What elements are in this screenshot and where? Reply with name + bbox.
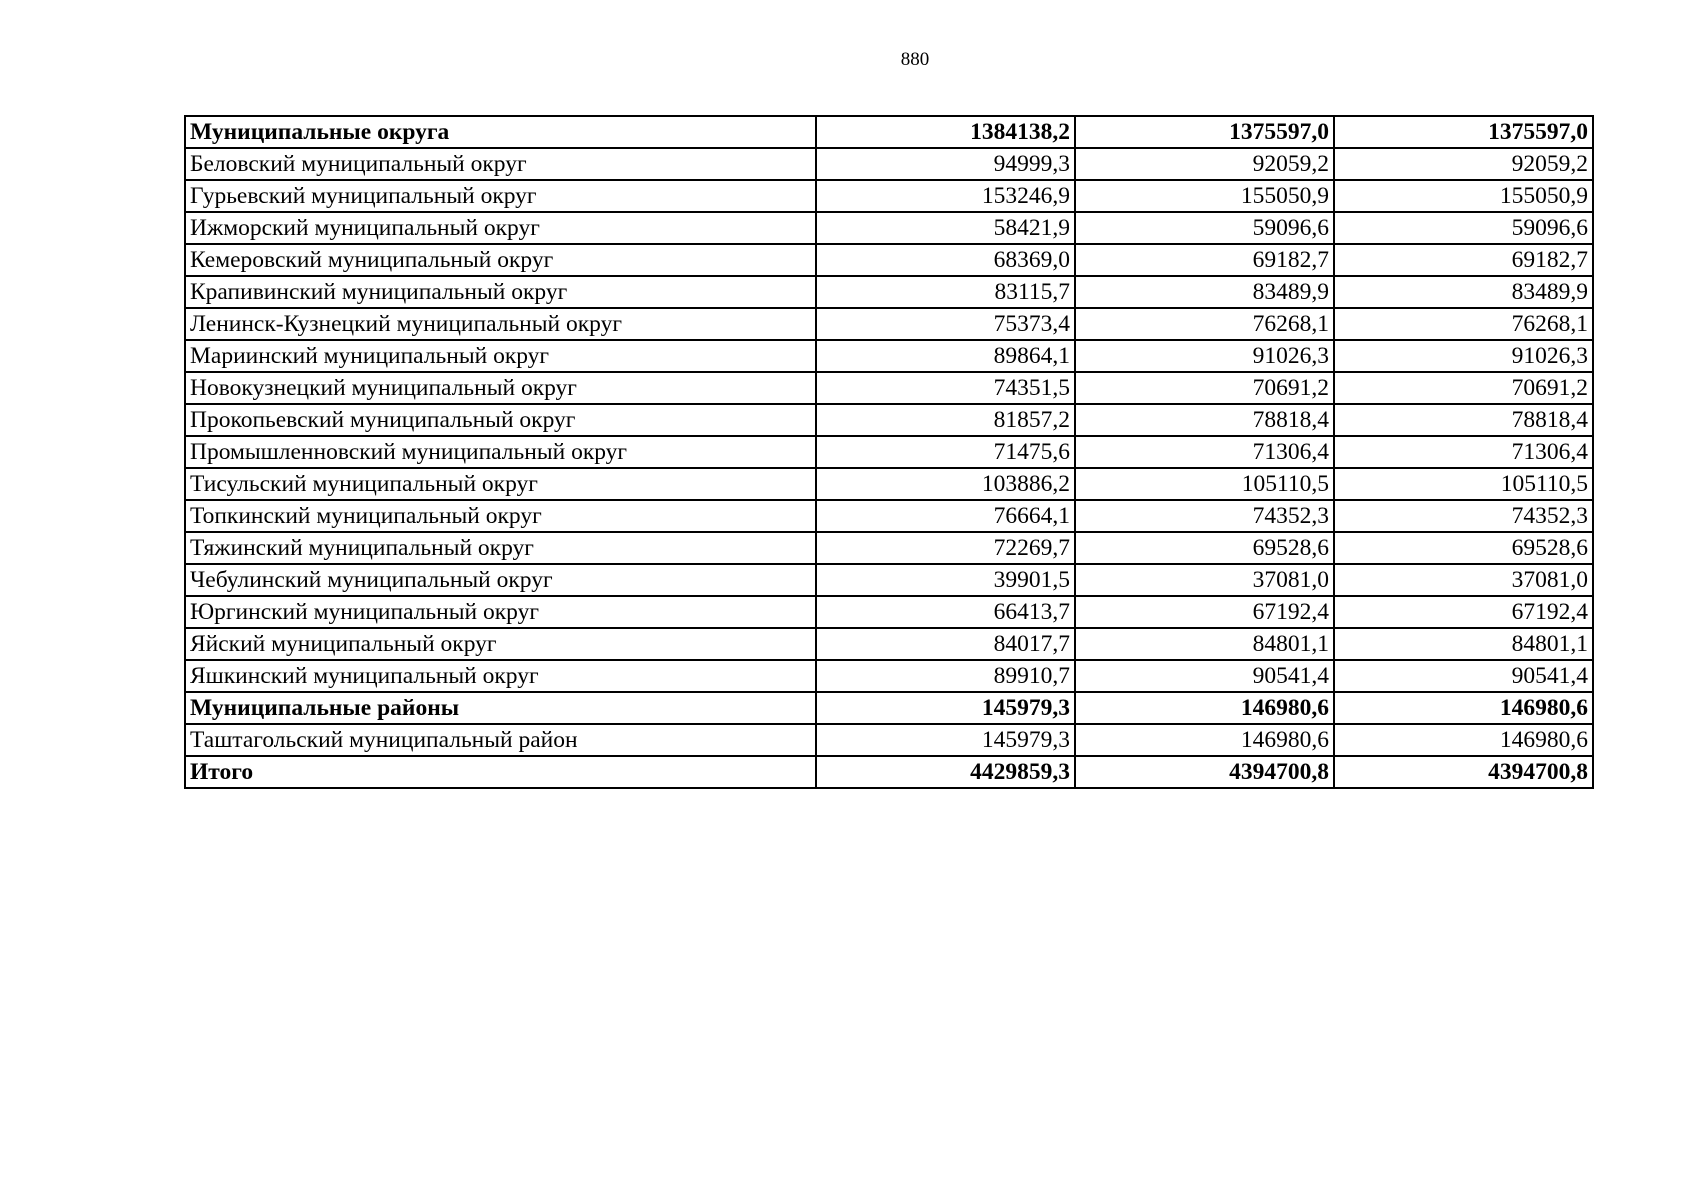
row-value-2: 92059,2 bbox=[1075, 148, 1334, 180]
row-value-3: 91026,3 bbox=[1334, 340, 1593, 372]
budget-table bbox=[184, 115, 1594, 789]
row-value-1: 145979,3 bbox=[816, 692, 1075, 724]
row-value-3: 78818,4 bbox=[1334, 404, 1593, 436]
row-value-2: 1375597,0 bbox=[1075, 116, 1334, 148]
row-value-2: 71306,4 bbox=[1075, 436, 1334, 468]
row-name: Чебулинский муниципальный округ bbox=[185, 564, 816, 596]
table-row bbox=[185, 436, 1593, 468]
row-value-3: 71306,4 bbox=[1334, 436, 1593, 468]
row-value-2: 146980,6 bbox=[1075, 692, 1334, 724]
row-value-2: 67192,4 bbox=[1075, 596, 1334, 628]
row-value-3: 84801,1 bbox=[1334, 628, 1593, 660]
row-value-2: 155050,9 bbox=[1075, 180, 1334, 212]
row-value-3: 1375597,0 bbox=[1334, 116, 1593, 148]
table-row bbox=[185, 532, 1593, 564]
row-name: Прокопьевский муниципальный округ bbox=[185, 404, 816, 436]
row-value-3: 76268,1 bbox=[1334, 308, 1593, 340]
row-value-1: 83115,7 bbox=[816, 276, 1075, 308]
row-value-2: 74352,3 bbox=[1075, 500, 1334, 532]
row-value-3: 92059,2 bbox=[1334, 148, 1593, 180]
table-row bbox=[185, 724, 1593, 756]
table-row bbox=[185, 276, 1593, 308]
row-value-3: 90541,4 bbox=[1334, 660, 1593, 692]
row-value-3: 69528,6 bbox=[1334, 532, 1593, 564]
row-value-1: 89910,7 bbox=[816, 660, 1075, 692]
row-value-3: 155050,9 bbox=[1334, 180, 1593, 212]
row-value-1: 75373,4 bbox=[816, 308, 1075, 340]
table-row bbox=[185, 308, 1593, 340]
row-name: Тяжинский муниципальный округ bbox=[185, 532, 816, 564]
table-row bbox=[185, 692, 1593, 724]
row-name: Новокузнецкий муниципальный округ bbox=[185, 372, 816, 404]
row-value-3: 146980,6 bbox=[1334, 724, 1593, 756]
row-name: Муниципальные округа bbox=[185, 116, 816, 148]
row-name: Тисульский муниципальный округ bbox=[185, 468, 816, 500]
row-value-2: 90541,4 bbox=[1075, 660, 1334, 692]
row-name: Муниципальные районы bbox=[185, 692, 816, 724]
table-row bbox=[185, 500, 1593, 532]
table-body bbox=[185, 116, 1593, 788]
row-name: Крапивинский муниципальный округ bbox=[185, 276, 816, 308]
table-row bbox=[185, 404, 1593, 436]
row-name: Гурьевский муниципальный округ bbox=[185, 180, 816, 212]
row-value-1: 81857,2 bbox=[816, 404, 1075, 436]
row-value-1: 153246,9 bbox=[816, 180, 1075, 212]
row-value-3: 146980,6 bbox=[1334, 692, 1593, 724]
row-value-3: 59096,6 bbox=[1334, 212, 1593, 244]
table-row bbox=[185, 212, 1593, 244]
row-value-2: 70691,2 bbox=[1075, 372, 1334, 404]
row-name: Мариинский муниципальный округ bbox=[185, 340, 816, 372]
row-value-1: 72269,7 bbox=[816, 532, 1075, 564]
row-name: Итого bbox=[185, 756, 816, 788]
row-name: Ленинск-Кузнецкий муниципальный округ bbox=[185, 308, 816, 340]
table-row bbox=[185, 116, 1593, 148]
row-value-1: 103886,2 bbox=[816, 468, 1075, 500]
table-row bbox=[185, 468, 1593, 500]
page-number: 880 bbox=[900, 49, 930, 70]
row-value-3: 83489,9 bbox=[1334, 276, 1593, 308]
row-value-1: 1384138,2 bbox=[816, 116, 1075, 148]
table-row bbox=[185, 148, 1593, 180]
row-name: Ижморский муниципальный округ bbox=[185, 212, 816, 244]
row-value-1: 58421,9 bbox=[816, 212, 1075, 244]
row-name: Юргинский муниципальный округ bbox=[185, 596, 816, 628]
row-value-1: 89864,1 bbox=[816, 340, 1075, 372]
row-value-2: 59096,6 bbox=[1075, 212, 1334, 244]
table-row bbox=[185, 340, 1593, 372]
row-value-2: 69182,7 bbox=[1075, 244, 1334, 276]
row-value-2: 91026,3 bbox=[1075, 340, 1334, 372]
row-name: Беловский муниципальный округ bbox=[185, 148, 816, 180]
table-row bbox=[185, 660, 1593, 692]
row-value-1: 71475,6 bbox=[816, 436, 1075, 468]
row-value-1: 39901,5 bbox=[816, 564, 1075, 596]
table-row bbox=[185, 372, 1593, 404]
row-value-2: 105110,5 bbox=[1075, 468, 1334, 500]
table-row bbox=[185, 180, 1593, 212]
row-value-2: 76268,1 bbox=[1075, 308, 1334, 340]
row-value-1: 4429859,3 bbox=[816, 756, 1075, 788]
row-name: Промышленновский муниципальный округ bbox=[185, 436, 816, 468]
row-name: Кемеровский муниципальный округ bbox=[185, 244, 816, 276]
table-row bbox=[185, 628, 1593, 660]
row-name: Яйский муниципальный округ bbox=[185, 628, 816, 660]
row-value-3: 74352,3 bbox=[1334, 500, 1593, 532]
table-row bbox=[185, 244, 1593, 276]
row-value-2: 4394700,8 bbox=[1075, 756, 1334, 788]
row-value-1: 76664,1 bbox=[816, 500, 1075, 532]
table-row bbox=[185, 756, 1593, 788]
row-name: Таштагольский муниципальный район bbox=[185, 724, 816, 756]
row-value-1: 145979,3 bbox=[816, 724, 1075, 756]
row-value-2: 78818,4 bbox=[1075, 404, 1334, 436]
row-value-1: 66413,7 bbox=[816, 596, 1075, 628]
row-value-1: 68369,0 bbox=[816, 244, 1075, 276]
row-value-2: 69528,6 bbox=[1075, 532, 1334, 564]
row-name: Яшкинский муниципальный округ bbox=[185, 660, 816, 692]
row-value-3: 37081,0 bbox=[1334, 564, 1593, 596]
row-value-3: 67192,4 bbox=[1334, 596, 1593, 628]
table-row bbox=[185, 596, 1593, 628]
table-row bbox=[185, 564, 1593, 596]
row-value-2: 83489,9 bbox=[1075, 276, 1334, 308]
row-value-3: 4394700,8 bbox=[1334, 756, 1593, 788]
row-value-1: 84017,7 bbox=[816, 628, 1075, 660]
row-value-1: 94999,3 bbox=[816, 148, 1075, 180]
row-value-2: 84801,1 bbox=[1075, 628, 1334, 660]
row-value-3: 70691,2 bbox=[1334, 372, 1593, 404]
row-value-1: 74351,5 bbox=[816, 372, 1075, 404]
row-value-2: 37081,0 bbox=[1075, 564, 1334, 596]
row-value-3: 69182,7 bbox=[1334, 244, 1593, 276]
row-value-3: 105110,5 bbox=[1334, 468, 1593, 500]
row-value-2: 146980,6 bbox=[1075, 724, 1334, 756]
row-name: Топкинский муниципальный округ bbox=[185, 500, 816, 532]
